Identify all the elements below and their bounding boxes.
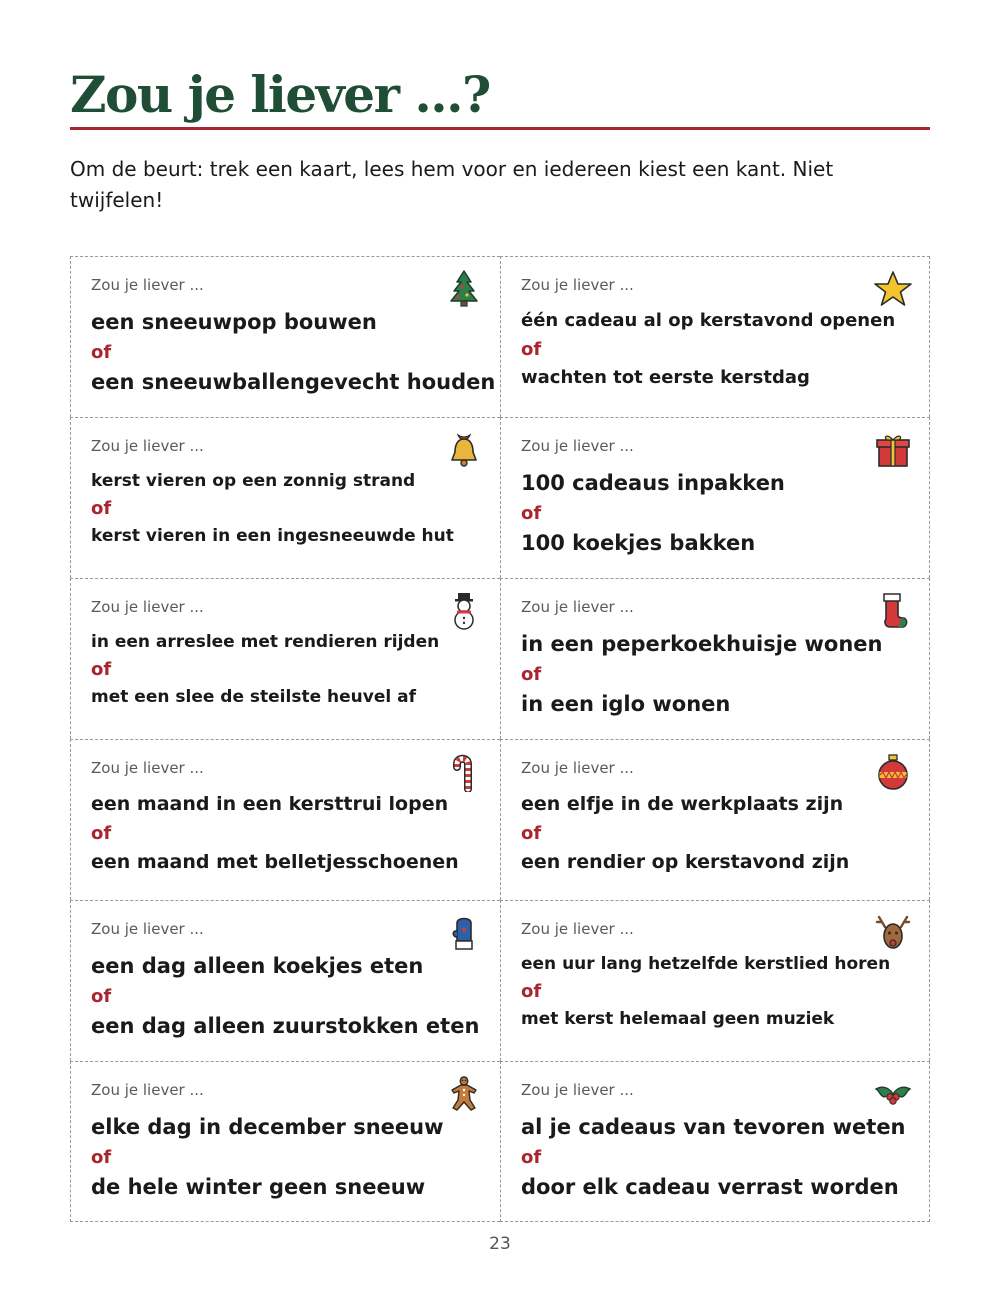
gift-icon: [873, 430, 913, 470]
card-label: Zou je liever ...: [521, 759, 634, 777]
card-option-b: door elk cadeau verrast worden: [521, 1175, 899, 1199]
card-option-b: in een iglo wonen: [521, 692, 731, 716]
card-option-a: 100 cadeaus inpakken: [521, 471, 785, 495]
card-option-a: elke dag in december sneeuw: [91, 1115, 444, 1139]
card: [70, 1061, 500, 1222]
card-option-b: een maand met belletjesschoenen: [91, 851, 459, 873]
card: [500, 578, 930, 739]
card: [70, 739, 500, 900]
card-option-a: één cadeau al op kerstavond openen: [521, 310, 896, 331]
mitten-icon: [444, 913, 484, 953]
card-label: Zou je liever ...: [91, 759, 204, 777]
reindeer-icon: [873, 913, 913, 953]
card-separator: of: [91, 498, 112, 519]
card: [500, 739, 930, 900]
card-option-a: al je cadeaus van tevoren weten: [521, 1115, 906, 1139]
card-separator: of: [521, 339, 542, 360]
card-option-b: een sneeuwballengevecht houden: [91, 370, 496, 394]
page-number: 23: [489, 1234, 511, 1254]
card-separator: of: [521, 823, 542, 844]
card: [500, 417, 930, 578]
card-separator: of: [91, 986, 112, 1007]
candy-cane-icon: [444, 752, 484, 792]
card-option-a: een elfje in de werkplaats zijn: [521, 793, 844, 815]
card-separator: of: [521, 503, 542, 524]
card: [70, 417, 500, 578]
card-option-b: kerst vieren in een ingesneeuwde hut: [91, 526, 454, 546]
card-separator: of: [521, 981, 542, 1002]
card-option-a: een maand in een kersttrui lopen: [91, 793, 449, 815]
holly-icon: [873, 1074, 913, 1114]
card-label: Zou je liever ...: [521, 276, 634, 294]
snowman-icon: [444, 591, 484, 631]
card-option-b: een rendier op kerstavond zijn: [521, 851, 850, 873]
card-option-a: kerst vieren op een zonnig strand: [91, 471, 416, 491]
card-label: Zou je liever ...: [91, 920, 204, 938]
ornament-icon: [873, 752, 913, 792]
card-option-b: de hele winter geen sneeuw: [91, 1175, 426, 1199]
card: [500, 256, 930, 417]
card-option-b: wachten tot eerste kerstdag: [521, 367, 810, 388]
card-option-a: een uur lang hetzelfde kerstlied horen: [521, 954, 891, 974]
bell-icon: [444, 430, 484, 470]
card: [500, 900, 930, 1061]
card-option-b: een dag alleen zuurstokken eten: [91, 1014, 480, 1038]
card-label: Zou je liever ...: [521, 598, 634, 616]
card-option-a: een sneeuwpop bouwen: [91, 310, 377, 334]
page-title: Zou je liever ...?: [70, 65, 490, 124]
card-separator: of: [91, 659, 112, 680]
card-label: Zou je liever ...: [521, 1081, 634, 1099]
card-label: Zou je liever ...: [521, 437, 634, 455]
card-grid: [70, 256, 930, 1222]
card-label: Zou je liever ...: [91, 598, 204, 616]
card: [70, 578, 500, 739]
card-separator: of: [91, 823, 112, 844]
card-separator: of: [521, 664, 542, 685]
card-label: Zou je liever ...: [91, 1081, 204, 1099]
card-label: Zou je liever ...: [91, 437, 204, 455]
title-rule: [70, 127, 930, 130]
card: [70, 900, 500, 1061]
card-option-a: een dag alleen koekjes eten: [91, 954, 424, 978]
intro-text: Om de beurt: trek een kaart, lees hem voor en iedereen kiest een kant. Niet twijfelen!: [70, 157, 834, 212]
stocking-icon: [873, 591, 913, 631]
card-separator: of: [91, 1147, 112, 1168]
gingerbread-man-icon: [444, 1074, 484, 1114]
card-label: Zou je liever ...: [91, 276, 204, 294]
card-option-a: in een arreslee met rendieren rijden: [91, 632, 440, 652]
card-label: Zou je liever ...: [521, 920, 634, 938]
card-option-b: met kerst helemaal geen muziek: [521, 1009, 835, 1029]
star-icon: [873, 269, 913, 309]
card-option-a: in een peperkoekhuisje wonen: [521, 632, 883, 656]
card: [500, 1061, 930, 1222]
card: [70, 256, 500, 417]
card-separator: of: [91, 342, 112, 363]
card-separator: of: [521, 1147, 542, 1168]
card-option-b: met een slee de steilste heuvel af: [91, 687, 416, 707]
christmas-tree-icon: [444, 269, 484, 309]
card-option-b: 100 koekjes bakken: [521, 531, 756, 555]
